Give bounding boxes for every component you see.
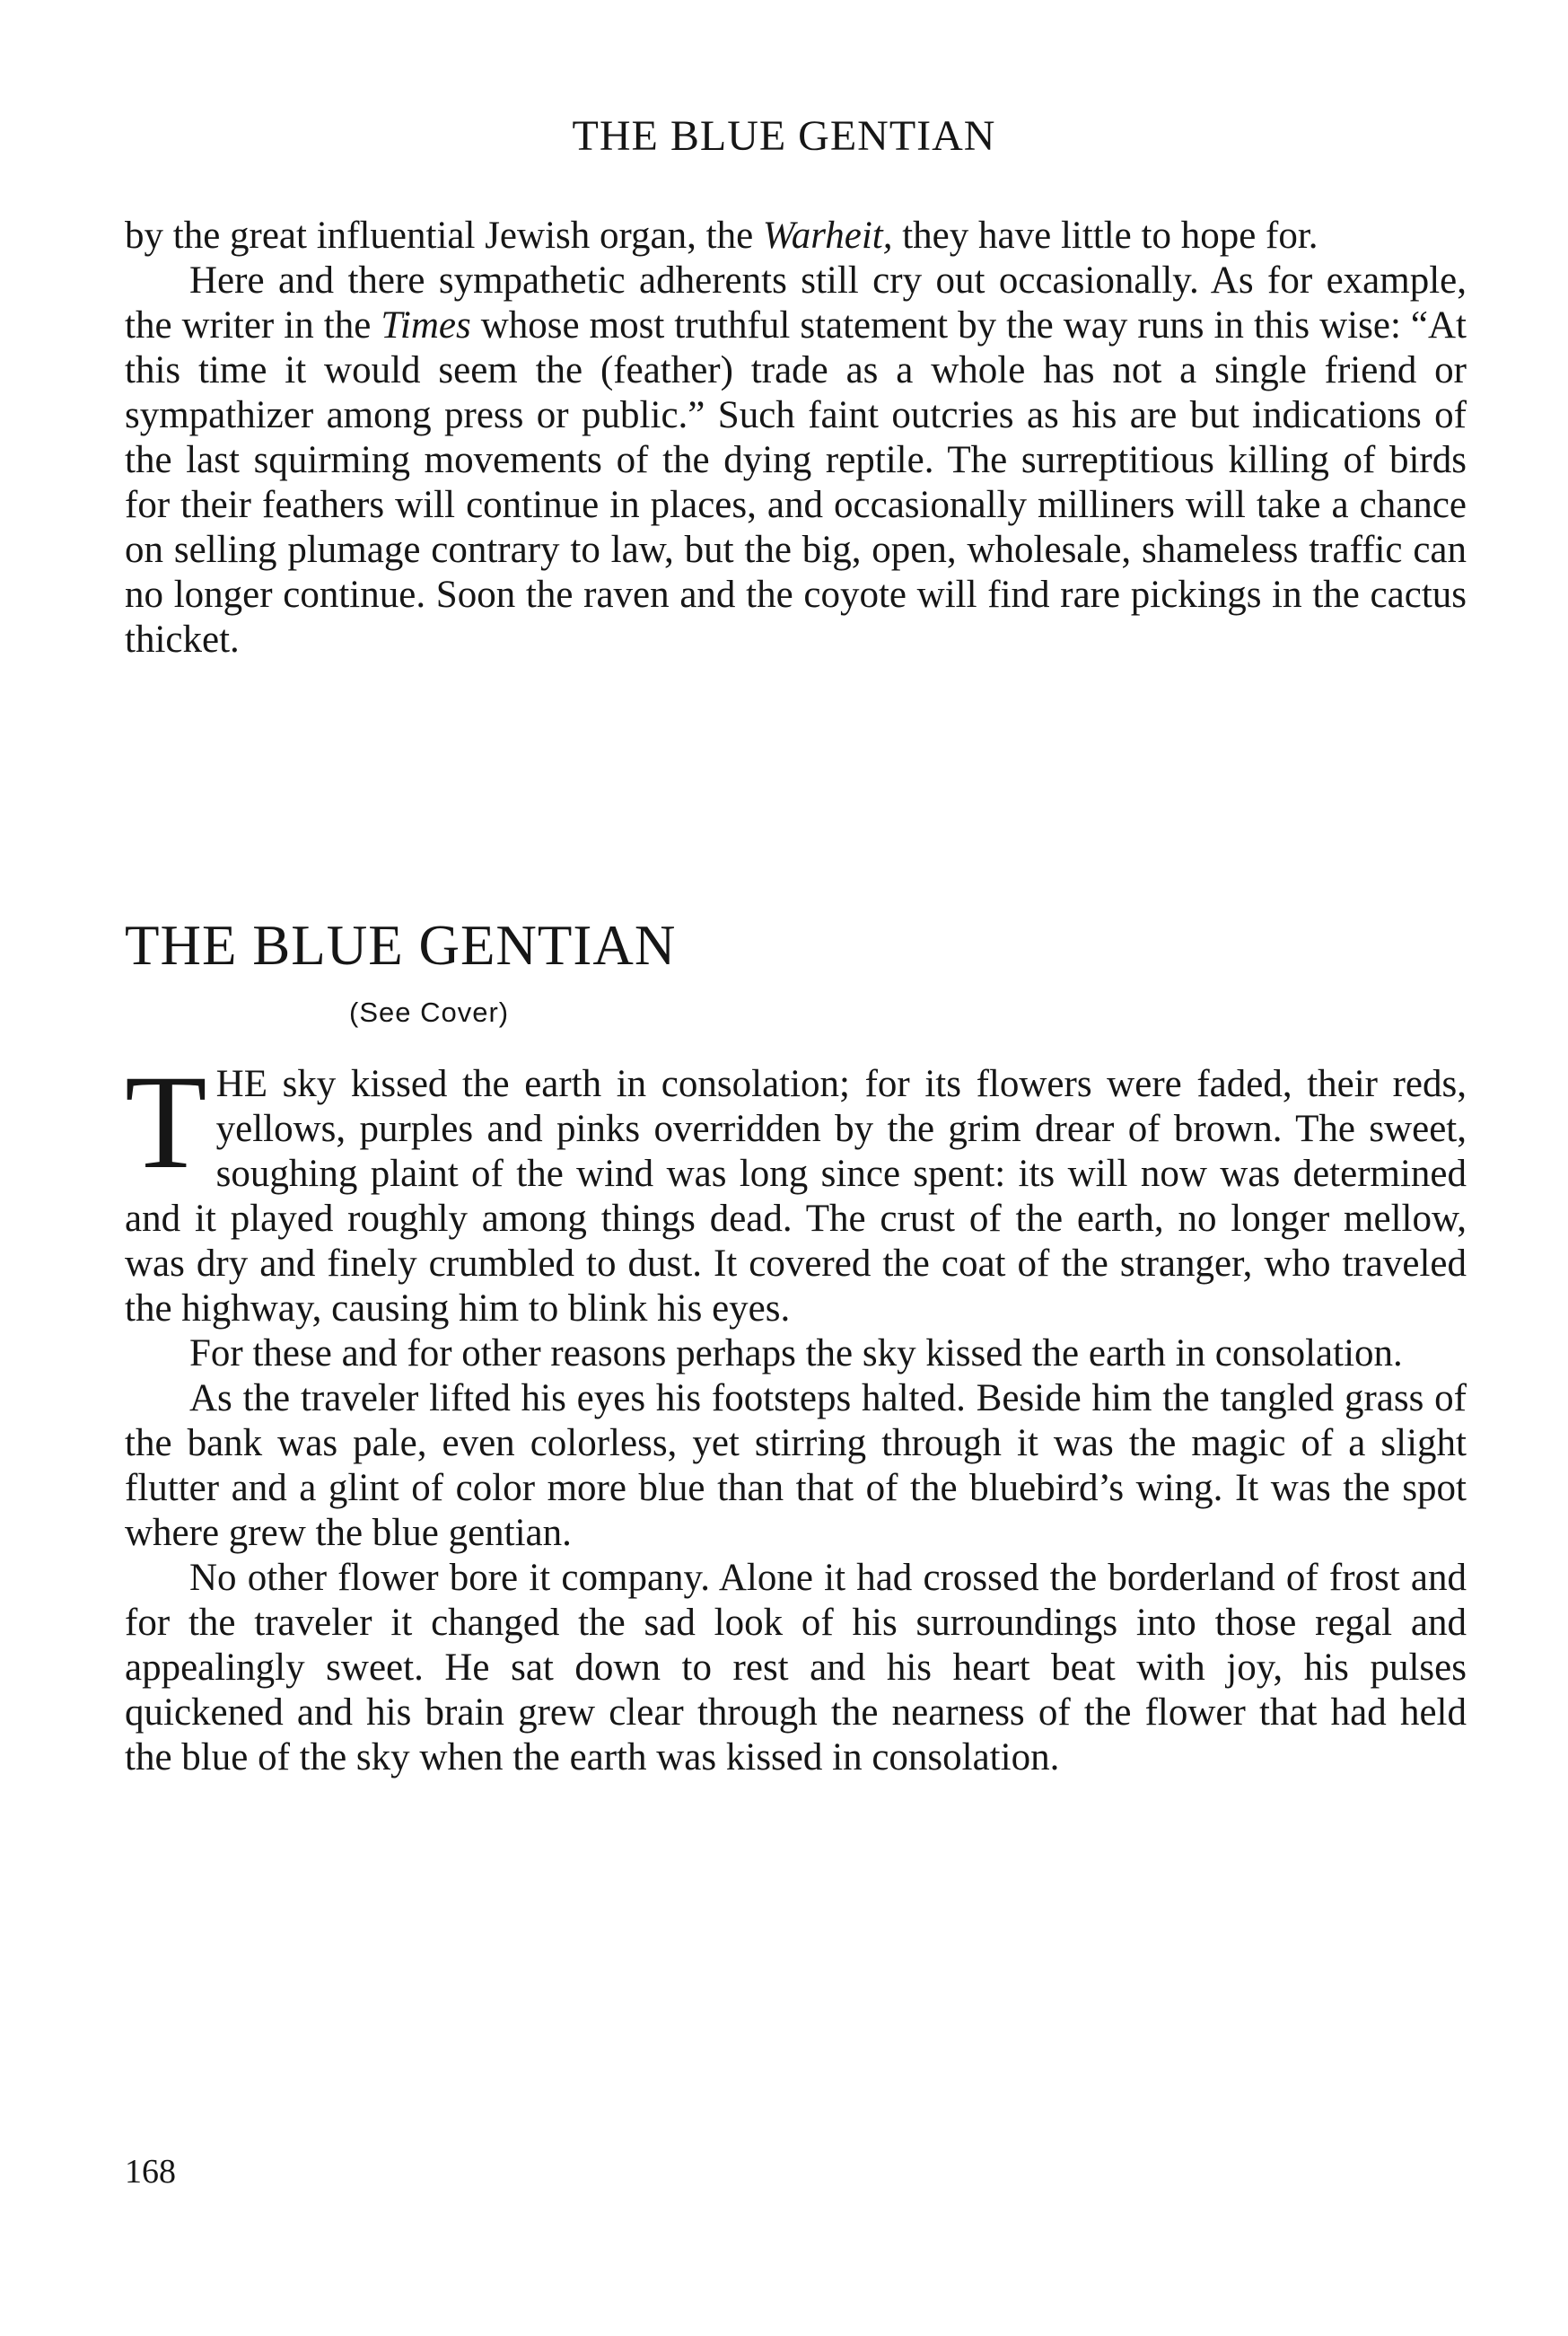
article-subtitle: (See Cover): [349, 997, 510, 1028]
paragraph: For these and for other reasons perhaps the sky kissed the earth in consolation.: [189, 1332, 1403, 1374]
drop-cap: T: [125, 1048, 207, 1197]
text: Here and there sympathetic adherents still cry out occasionally. As for example, the writer in the: [125, 259, 1467, 347]
text: they have little to hope for.: [892, 215, 1318, 257]
running-head: THE BLUE GENTIAN: [572, 112, 996, 160]
page-number: 168: [125, 2153, 176, 2191]
text: whose most truthful statement by the way runs in this wise: “At this time it would seem the (feather) trade as a whole has not a single friend or sympathizer among press or public.” Such faint outcries as his are but indications of the last squirming movements of the dying reptile. The surreptitious killing of birds for their feathers will continue in places, and occasionally milliners will take a chance on selling plumage contrary to law, but the big, open, wholesale, shameless traffic can no longer continue. Soon the raven and the coyote will find rare pickings in the cactus thicket.: [125, 304, 1467, 661]
italic-publication-name: Times: [381, 304, 471, 347]
paragraph: [125, 214, 1467, 259]
text: by the great influential Jewish organ, the: [125, 215, 763, 257]
previous-article-text: [125, 214, 1467, 663]
article-body: [125, 1048, 1467, 1780]
paragraph: [125, 1048, 1467, 1331]
paragraph: As the traveler lifted his eyes his footsteps halted. Beside him the tangled grass of the bank was pale, even colorless, yet stirring through it was the magic of a slight flutter and a glint of color more blue than that of the bluebird’s wing. It was the spot where grew the blue gentian.: [125, 1377, 1467, 1554]
text: HE sky kissed the earth in consolation; for its flowers were faded, their reds, yellows, purples and pinks overridden by the grim drear of brown. The sweet, soughing plaint of the wind was long since spent: its will now was determined and it played roughly among things dead. The crust of the earth, no longer mellow, was dry and finely crumbled to dust. It covered the coat of the stranger, who traveled the highway, causing him to blink his eyes.: [125, 1063, 1467, 1330]
article-title: THE BLUE GENTIAN: [125, 914, 677, 977]
italic-publication-name: Warheit,: [762, 215, 893, 257]
paragraph: [125, 259, 1467, 663]
paragraph: No other flower bore it company. Alone it had crossed the borderland of frost and for the traveler it changed the sad look of his surroundings into those regal and appealingly sweet. He sat down to rest and his heart beat with joy, his pulses quickened and his brain grew clear through the nearness of the flower that had held the blue of the sky when the earth was kissed in consolation.: [125, 1557, 1467, 1778]
